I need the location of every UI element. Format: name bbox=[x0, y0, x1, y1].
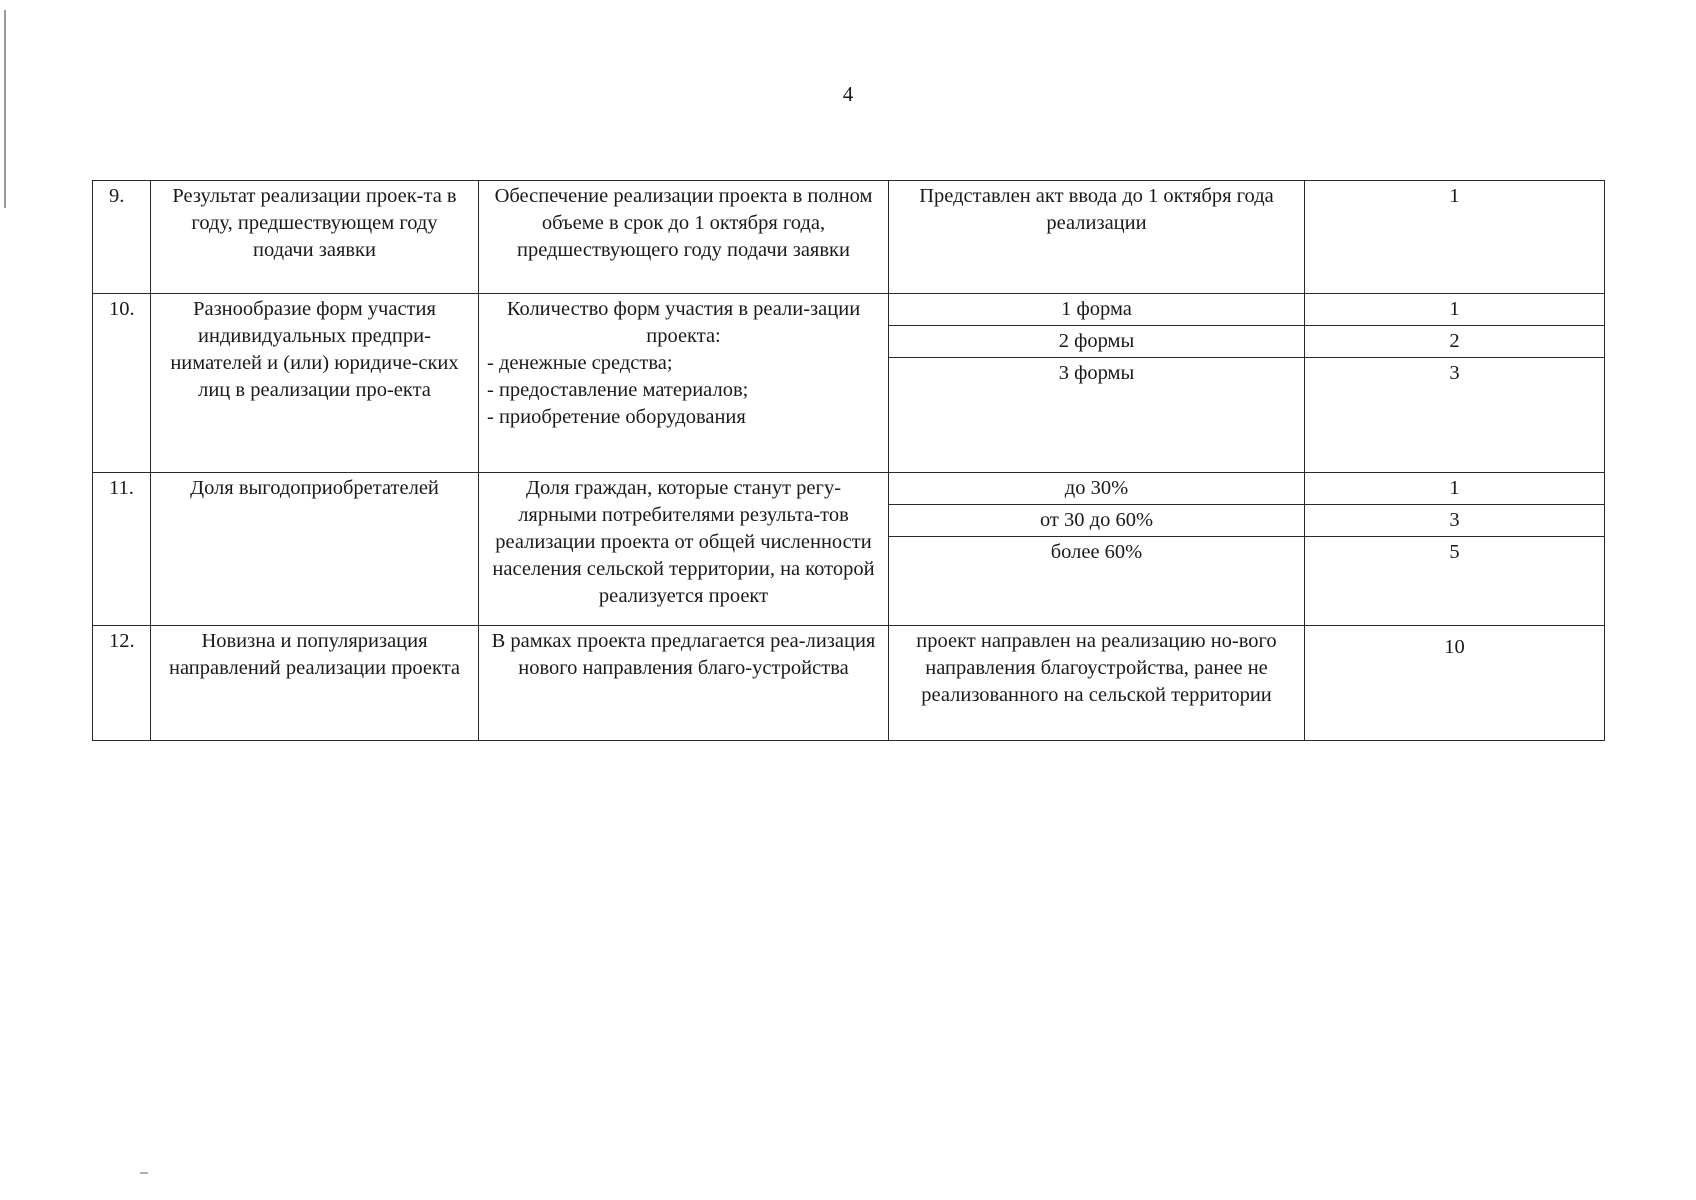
criterion-name: Разнообразие форм участия индивидуальных предпри-нимателей и (или) юридиче-ских лиц в реализации про-екта bbox=[151, 294, 479, 473]
page-number: 4 bbox=[842, 82, 854, 106]
row-number: 9. bbox=[93, 181, 151, 294]
description-item: - приобретение оборудования bbox=[487, 406, 746, 429]
description-item: - предоставление материалов; bbox=[487, 379, 749, 402]
criterion-name: Доля выгодоприобретателей bbox=[151, 473, 479, 626]
criterion-name: Новизна и популяризация направлений реализации проекта bbox=[151, 626, 479, 741]
condition-score: 3 bbox=[1305, 505, 1605, 537]
description-heading: Количество форм участия в реали-зации проекта: bbox=[506, 298, 861, 348]
criteria-table bbox=[92, 180, 1605, 741]
criterion-description: Обеспечение реализации проекта в полном объеме в срок до 1 октября года, предшествующего году подачи заявки bbox=[479, 181, 889, 294]
table-row bbox=[93, 181, 1605, 294]
condition-label: от 30 до 60% bbox=[889, 505, 1305, 537]
criterion-name: Результат реализации проек-та в году, предшествующем году подачи заявки bbox=[151, 181, 479, 294]
table-row bbox=[93, 473, 1605, 505]
table-row bbox=[93, 626, 1605, 741]
condition-score: 2 bbox=[1305, 326, 1605, 358]
condition-score: 1 bbox=[1305, 294, 1605, 326]
condition-label: Представлен акт ввода до 1 октября года реализации bbox=[889, 181, 1305, 294]
row-number: 10. bbox=[93, 294, 151, 473]
criterion-description: В рамках проекта предлагается реа-лизация нового направления благо-устройства bbox=[479, 626, 889, 741]
criterion-description: Доля граждан, которые станут регу-лярными потребителями результа-тов реализации проекта от общей численности населения сельской территории, на которой реализуется проект bbox=[479, 473, 889, 626]
condition-label: 3 формы bbox=[889, 358, 1305, 473]
condition-label: более 60% bbox=[889, 537, 1305, 626]
row-number: 11. bbox=[93, 473, 151, 626]
condition-label: проект направлен на реализацию но-вого направления благоустройства, ранее не реализованного на сельской территории bbox=[889, 626, 1305, 741]
condition-label: до 30% bbox=[889, 473, 1305, 505]
table-row bbox=[93, 294, 1605, 326]
condition-score: 1 bbox=[1305, 473, 1605, 505]
condition-label: 1 форма bbox=[889, 294, 1305, 326]
condition-label: 2 формы bbox=[889, 326, 1305, 358]
criterion-description bbox=[479, 294, 889, 473]
condition-score: 10 bbox=[1305, 626, 1605, 741]
condition-score: 3 bbox=[1305, 358, 1605, 473]
scan-edge-mark bbox=[4, 10, 6, 208]
scan-speck-mark bbox=[140, 1172, 148, 1174]
condition-score: 5 bbox=[1305, 537, 1605, 626]
condition-score: 1 bbox=[1305, 181, 1605, 294]
row-number: 12. bbox=[93, 626, 151, 741]
description-item: - денежные средства; bbox=[487, 352, 673, 375]
